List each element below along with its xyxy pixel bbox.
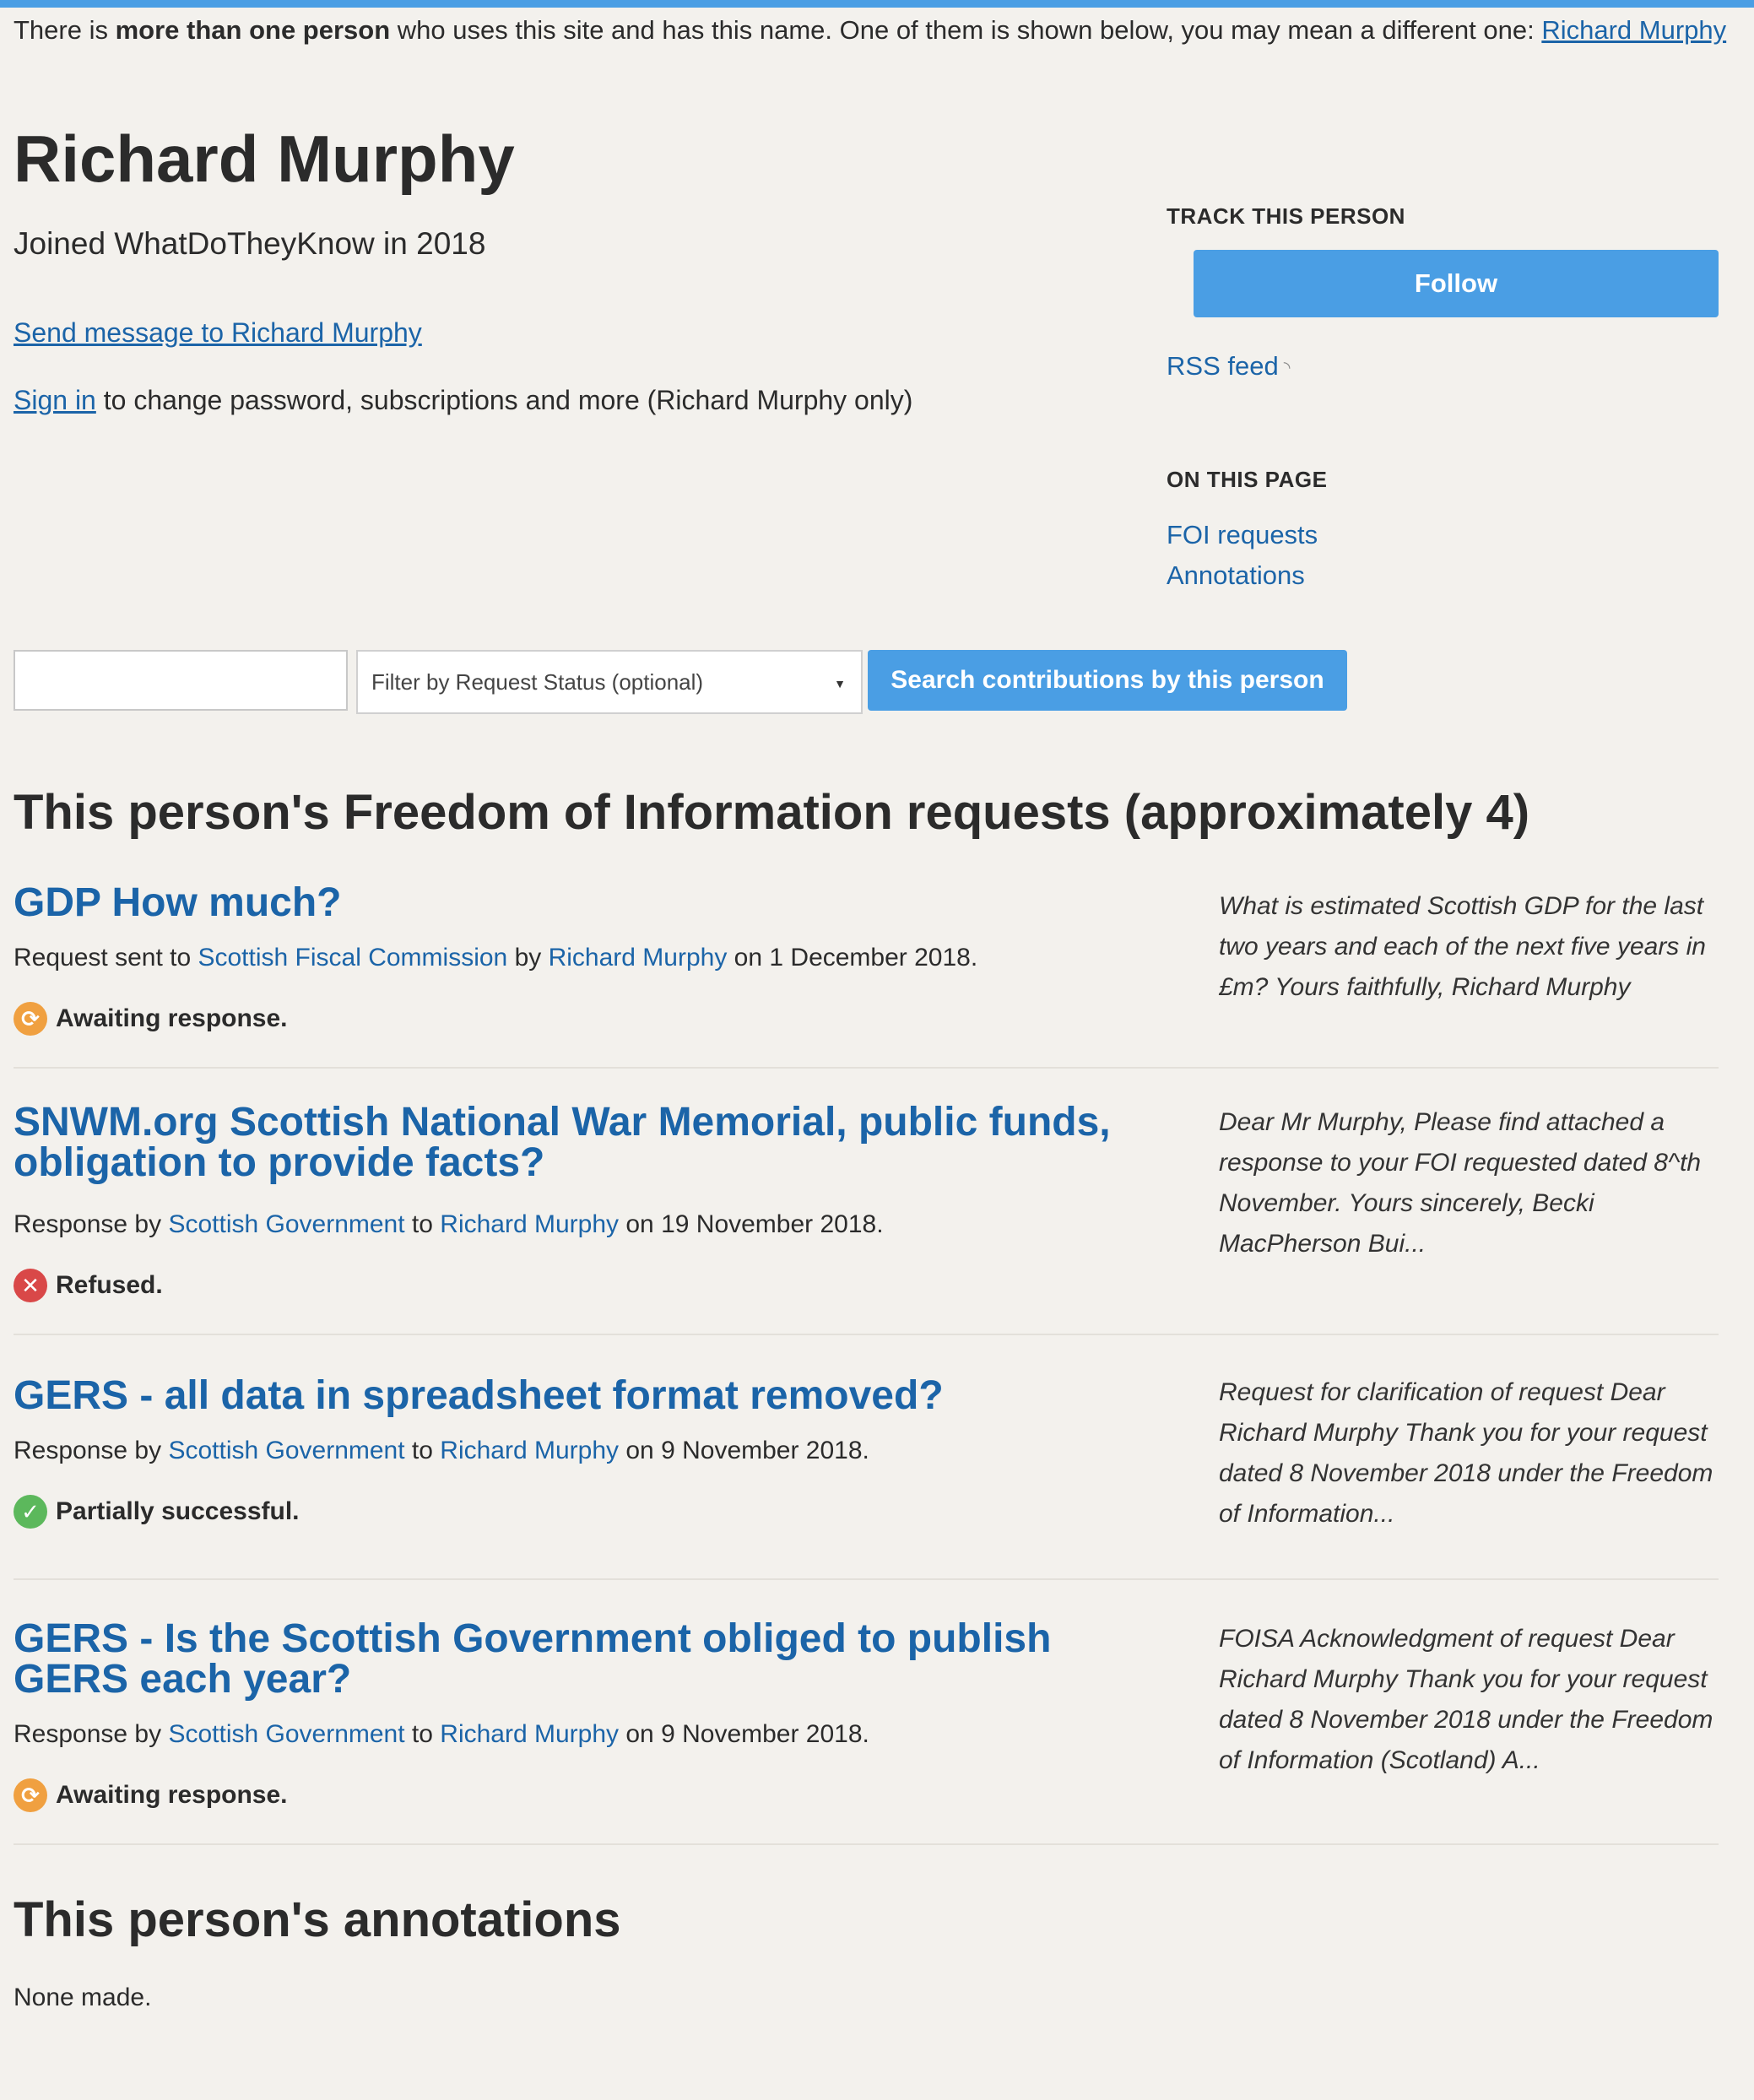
meta-text: Request sent to: [14, 944, 198, 972]
annotations-heading: This person's annotations: [14, 1892, 621, 1947]
meta-text: by: [507, 944, 549, 972]
meta-date: on 9 November 2018.: [619, 1437, 869, 1464]
status-label: Awaiting response.: [56, 1781, 288, 1809]
status-label: Awaiting response.: [56, 1004, 288, 1032]
on-this-page-heading: ON THIS PAGE: [1167, 467, 1328, 492]
request-meta: [14, 940, 977, 976]
request-status: [14, 1494, 300, 1529]
request-title-link[interactable]: GDP How much?: [14, 880, 342, 925]
authority-link[interactable]: Scottish Government: [168, 1437, 405, 1464]
sign-in-suffix: to change password, subscriptions and more (Richard Murphy only): [95, 385, 913, 415]
search-input[interactable]: [14, 650, 348, 711]
request-excerpt: Request for clarification of request Dear Richard Murphy Thank you for your request dated 8 November 2018 under the Freedom of Information...: [1219, 1378, 1713, 1528]
status-filter-select[interactable]: [356, 650, 863, 714]
search-contributions-button[interactable]: Search contributions by this person: [868, 650, 1347, 711]
request-title-link[interactable]: GERS - all data in spreadsheet format removed?: [14, 1373, 944, 1418]
request-item: [14, 1372, 1719, 1580]
page-title: Richard Murphy: [14, 122, 515, 196]
meta-date: on 9 November 2018.: [619, 1720, 869, 1748]
request-excerpt: FOISA Acknowledgment of request Dear Richard Murphy Thank you for your request dated 8 November 2018 under the Freedom of Information (Scotland) A...: [1219, 1625, 1713, 1774]
request-meta: [14, 1717, 869, 1752]
rss-icon: ◝: [1283, 358, 1291, 377]
chevron-down-icon: ▼: [834, 677, 846, 690]
request-status: [14, 1268, 163, 1303]
meta-text: Response by: [14, 1720, 169, 1748]
awaiting-icon: ⟳: [14, 1002, 47, 1036]
request-excerpt: Dear Mr Murphy, Please find attached a response to your FOI requested dated 8^th November. Yours sincerely, Becki MacPherson Bui...: [1219, 1108, 1702, 1258]
person-link[interactable]: Richard Murphy: [440, 1437, 620, 1464]
meta-text: to: [404, 1720, 441, 1748]
refused-icon: ✕: [14, 1269, 47, 1302]
request-item: [14, 1616, 1719, 1845]
meta-text: to: [404, 1210, 441, 1238]
person-link[interactable]: Richard Murphy: [440, 1210, 620, 1238]
send-message-link[interactable]: Send message to Richard Murphy: [14, 317, 422, 348]
meta-date: on 1 December 2018.: [727, 944, 978, 972]
sign-in-link[interactable]: Sign in: [14, 385, 96, 415]
notice-bold-text: more than one person: [115, 15, 391, 45]
top-accent-bar: [0, 0, 1754, 8]
authority-link[interactable]: Scottish Government: [168, 1210, 405, 1238]
awaiting-icon: ⟳: [14, 1778, 47, 1812]
sign-in-line: [14, 382, 912, 419]
request-meta: [14, 1433, 869, 1469]
status-filter-value: Filter by Request Status (optional): [371, 668, 704, 695]
onpage-link-annotations[interactable]: Annotations: [1167, 560, 1305, 590]
request-title-link[interactable]: GERS - Is the Scottish Government obliged to publish GERS each year?: [14, 1616, 1052, 1702]
meta-text: Response by: [14, 1210, 169, 1238]
duplicate-name-notice: [14, 14, 1735, 47]
meta-date: on 19 November 2018.: [619, 1210, 884, 1238]
follow-button[interactable]: Follow: [1194, 250, 1719, 317]
request-title-link[interactable]: SNWM.org Scottish National War Memorial, public funds, obligation to provide facts?: [14, 1100, 1111, 1185]
other-person-link[interactable]: Richard Murphy: [1541, 15, 1727, 45]
status-label: Partially successful.: [56, 1497, 300, 1525]
onpage-link-foi-requests[interactable]: FOI requests: [1167, 520, 1318, 549]
request-item: [14, 1102, 1719, 1335]
requests-heading: This person's Freedom of Information requests (approximately 4): [14, 785, 1530, 840]
meta-text: to: [404, 1437, 441, 1464]
request-meta: [14, 1207, 884, 1242]
request-excerpt: What is estimated Scottish GDP for the last two years and each of the next five years in £m? Yours faithfully, Richard Murphy: [1219, 892, 1706, 1001]
joined-text: Joined WhatDoTheyKnow in 2018: [14, 226, 486, 261]
rss-feed-link[interactable]: [1167, 348, 1290, 387]
request-status: [14, 1778, 288, 1813]
rss-feed-label: RSS feed: [1167, 351, 1279, 381]
status-label: Refused.: [56, 1271, 163, 1299]
authority-link[interactable]: Scottish Fiscal Commission: [198, 944, 508, 972]
person-link[interactable]: Richard Murphy: [548, 944, 728, 972]
annotations-empty-text: None made.: [14, 1984, 152, 2011]
partially-successful-icon: ✓: [14, 1495, 47, 1529]
authority-link[interactable]: Scottish Government: [168, 1720, 405, 1748]
request-status: [14, 1001, 288, 1036]
track-heading: TRACK THIS PERSON: [1167, 203, 1405, 229]
meta-text: Response by: [14, 1437, 169, 1464]
notice-text-suffix: who uses this site and has this name. One of them is shown below, you may mean a different one:: [390, 15, 1542, 45]
person-link[interactable]: Richard Murphy: [440, 1720, 620, 1748]
request-item: [14, 880, 1719, 1069]
notice-text: There is: [14, 15, 116, 45]
